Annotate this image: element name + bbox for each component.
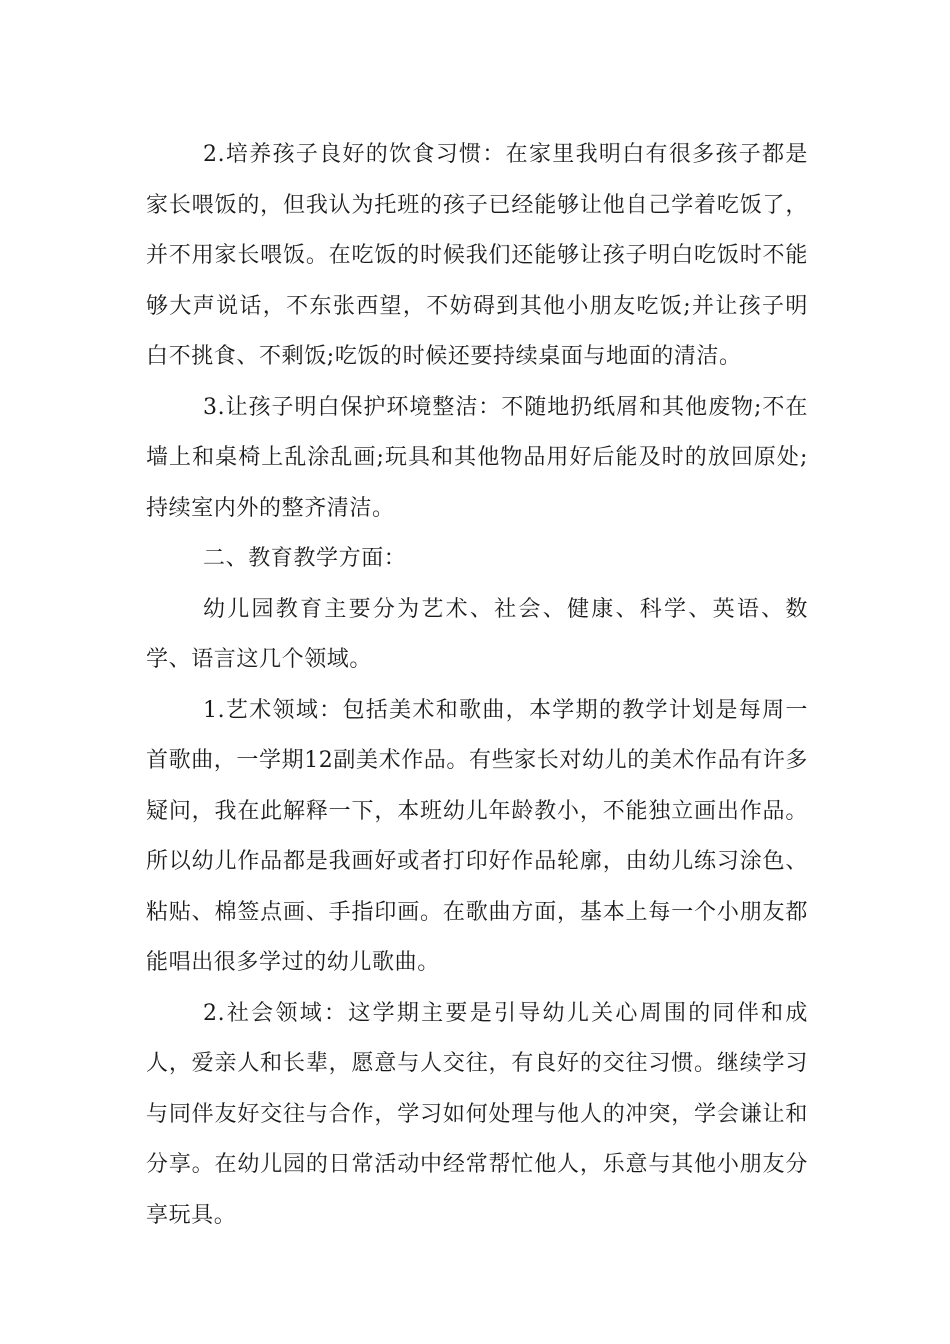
section-heading-teaching: 二、教育教学方面： bbox=[203, 546, 407, 571]
document-body bbox=[146, 130, 808, 1241]
paragraph-environment: 3.让孩子明白保护环境整洁：不随地扔纸屑和其他废物;不在墙上和桌椅上乱涂乱画;玩具和其他物品用好后能及时的放回原处;持续室内外的整齐清洁。 bbox=[146, 394, 808, 521]
paragraph-domains-intro: 幼儿园教育主要分为艺术、社会、健康、科学、英语、数学、语言这几个领域。 bbox=[146, 596, 808, 672]
paragraph-social-domain: 2.社会领域：这学期主要是引导幼儿关心周围的同伴和成人，爱亲人和长辈，愿意与人交往，有良好的交往习惯。继续学习与同伴友好交往与合作，学习如何处理与他人的冲突，学会谦让和分享。在幼儿园的日常活动中经常帮忙他人，乐意与其他小朋友分享玩具。 bbox=[146, 1000, 808, 1228]
paragraph-eating-habits: 2.培养孩子良好的饮食习惯：在家里我明白有很多孩子都是家长喂饭的，但我认为托班的孩子已经能够让他自己学着吃饭了，并不用家长喂饭。在吃饭的时候我们还能够让孩子明白吃饭时不能够大声说话，不东张西望，不妨碍到其他小朋友吃饭;并让孩子明白不挑食、不剩饭;吃饭的时候还要持续桌面与地面的清洁。 bbox=[146, 142, 808, 369]
paragraph-art-domain: 1.艺术领域：包括美术和歌曲，本学期的教学计划是每周一首歌曲，一学期12副美术作品。有些家长对幼儿的美术作品有许多疑问，我在此解释一下，本班幼儿年龄教小，不能独立画出作品。所以幼儿作品都是我画好或者打印好作品轮廓，由幼儿练习涂色、粘贴、棉签点画、手指印画。在歌曲方面，基本上每一个小朋友都能唱出很多学过的幼儿歌曲。 bbox=[146, 697, 808, 975]
